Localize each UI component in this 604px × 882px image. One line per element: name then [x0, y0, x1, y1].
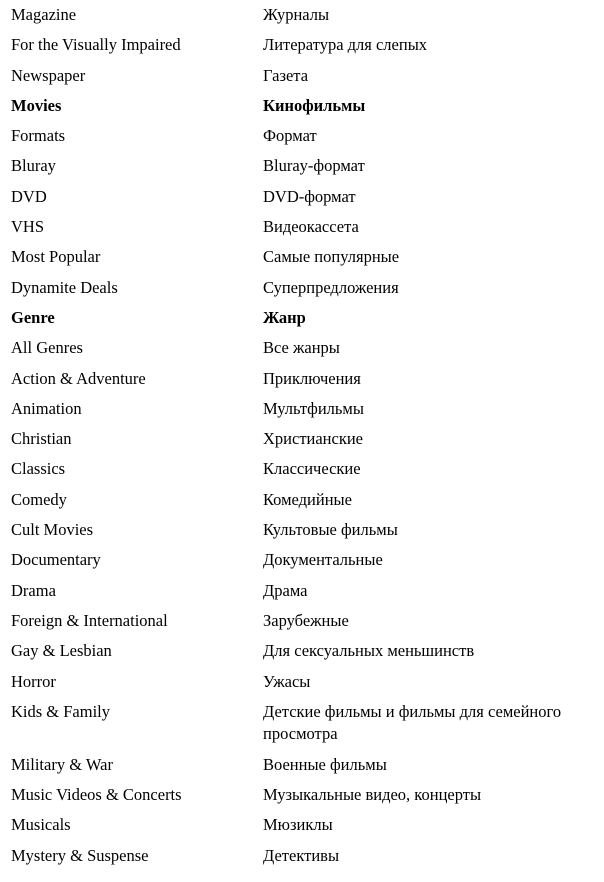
glossary-row — [0, 398, 604, 428]
glossary-row — [0, 65, 604, 95]
russian-translation: Драма — [263, 580, 308, 600]
english-term: Bluray — [11, 156, 56, 176]
english-term: Formats — [11, 126, 66, 146]
russian-translation: Мультфильмы — [263, 398, 364, 418]
english-term: Animation — [11, 398, 82, 418]
russian-translation: Кинофильмы — [263, 95, 366, 115]
glossary-row — [0, 754, 604, 784]
english-term: Military & War — [11, 754, 113, 774]
glossary-row — [0, 216, 604, 246]
russian-translation: Bluray-формат — [263, 156, 365, 176]
russian-translation: Музыкальные видео, концерты — [263, 784, 482, 804]
english-term: Kids & Family — [11, 701, 111, 721]
russian-translation: Детские фильмы и фильмы для семейного просмотра — [263, 701, 562, 744]
russian-translation: Комедийные — [263, 489, 352, 509]
english-term: Comedy — [11, 489, 67, 509]
english-term: Mystery & Suspense — [11, 845, 149, 865]
glossary-row — [0, 458, 604, 488]
russian-translation: Документальные — [263, 550, 383, 570]
russian-translation: Суперпредложения — [263, 277, 399, 297]
russian-translation: Самые популярные — [263, 247, 400, 267]
section-heading-row — [0, 307, 604, 337]
glossary-row — [0, 640, 604, 670]
glossary-row — [0, 34, 604, 64]
english-term: VHS — [11, 217, 45, 237]
english-term: Horror — [11, 671, 56, 691]
russian-translation: Литература для слепых — [263, 35, 428, 55]
glossary-row — [0, 580, 604, 610]
english-term: Documentary — [11, 550, 101, 570]
english-term: Classics — [11, 459, 66, 479]
glossary-row — [0, 814, 604, 844]
english-term: Music Videos & Concerts — [11, 784, 182, 804]
glossary-row — [0, 701, 604, 754]
english-term: DVD — [11, 186, 47, 206]
english-term: Newspaper — [11, 65, 86, 85]
glossary-row — [0, 428, 604, 458]
glossary-row — [0, 186, 604, 216]
glossary-row — [0, 337, 604, 367]
english-term: Christian — [11, 429, 72, 449]
glossary-row — [0, 610, 604, 640]
glossary-row — [0, 489, 604, 519]
english-term: Most Popular — [11, 247, 101, 267]
english-term: Movies — [11, 95, 62, 115]
russian-translation: Классические — [263, 459, 361, 479]
english-term: Cult Movies — [11, 520, 94, 540]
english-term: Musicals — [11, 815, 71, 835]
english-term: Dynamite Deals — [11, 277, 118, 297]
russian-translation: Мюзиклы — [263, 815, 333, 835]
glossary-row — [0, 246, 604, 276]
glossary-row — [0, 155, 604, 185]
english-term: Gay & Lesbian — [11, 641, 112, 661]
english-term: Foreign & International — [11, 610, 168, 630]
glossary-row — [0, 4, 604, 34]
english-term: All Genres — [11, 338, 83, 358]
glossary-row — [0, 845, 604, 875]
english-term: Action & Adventure — [11, 368, 146, 388]
glossary-row — [0, 368, 604, 398]
russian-translation: Культовые фильмы — [263, 520, 398, 540]
english-term: For the Visually Impaired — [11, 35, 181, 55]
glossary-row — [0, 277, 604, 307]
english-term: Drama — [11, 580, 56, 600]
russian-translation: Формат — [263, 126, 317, 146]
glossary-row — [0, 784, 604, 814]
russian-translation: Христианские — [263, 429, 364, 449]
glossary-row — [0, 671, 604, 701]
russian-translation: Зарубежные — [263, 610, 349, 630]
english-term: Magazine — [11, 5, 77, 24]
russian-translation: Все жанры — [263, 338, 340, 358]
russian-translation: Журналы — [263, 5, 330, 24]
glossary-row — [0, 125, 604, 155]
english-term: Genre — [11, 307, 55, 327]
russian-translation: Приключения — [263, 368, 361, 388]
russian-translation: Для сексуальных меньшинств — [263, 641, 475, 661]
section-heading-row — [0, 95, 604, 125]
russian-translation: Детективы — [263, 845, 340, 865]
russian-translation: Ужасы — [263, 671, 311, 691]
russian-translation: Военные фильмы — [263, 754, 387, 774]
russian-translation: Газета — [263, 65, 309, 85]
glossary-row — [0, 519, 604, 549]
russian-translation: Видеокассета — [263, 217, 359, 237]
russian-translation: DVD-формат — [263, 186, 356, 206]
russian-translation: Жанр — [263, 307, 306, 327]
glossary-row — [0, 549, 604, 579]
